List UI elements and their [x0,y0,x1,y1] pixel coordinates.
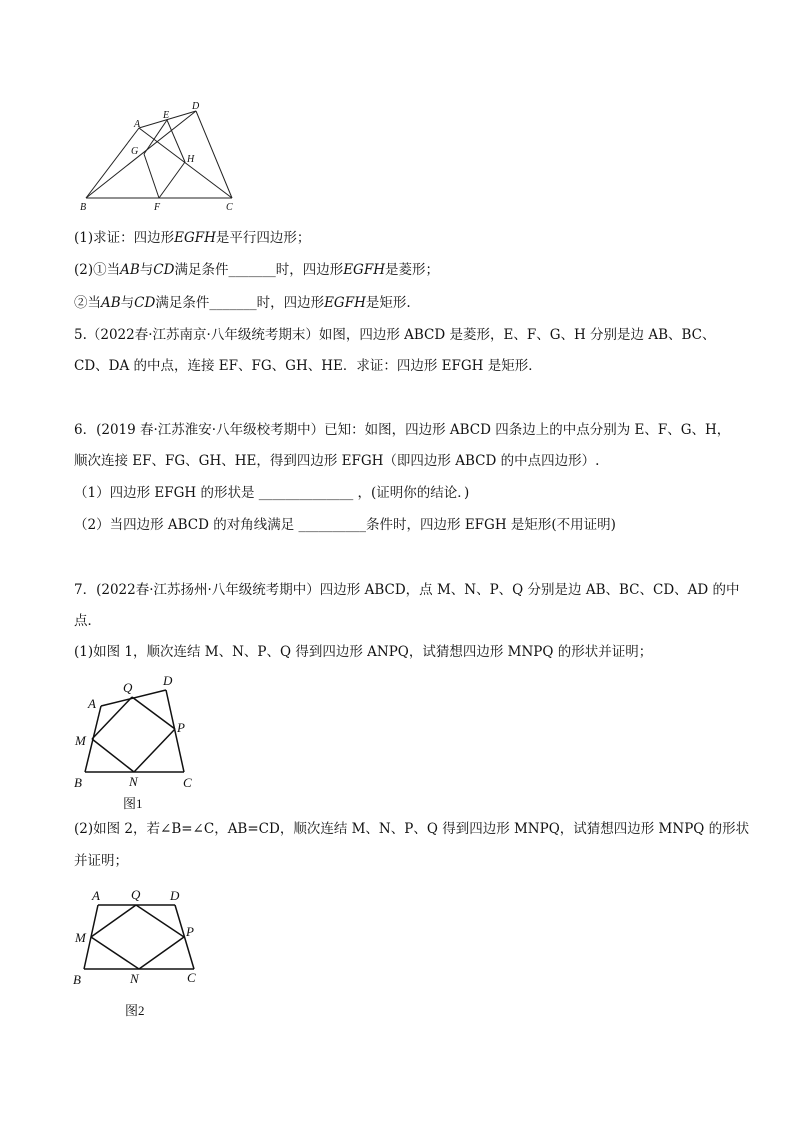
q7-line2: 点． [74,613,101,629]
fig2-label-c: C [187,970,196,985]
fig1-label-c: C [183,775,192,790]
figure-2-caption: 图2 [125,1003,145,1018]
figure-2 [70,882,210,992]
fig2-label-q: Q [131,887,141,902]
figure-1 [70,668,210,790]
fig2-label-d: D [170,888,180,903]
figure-top-svg [70,98,250,216]
q4-part2b: ②当𝐴𝐵与𝐶𝐷满足条件_______时，四边形𝐸𝐺𝐹𝐻是矩形. [74,295,411,311]
fig1-label-b: B [74,775,82,790]
figure-1-svg [70,668,210,790]
q5-line2: CD、DA 的中点，连接 EF、FG、GH、HE．求证：四边形 EFGH 是矩形． [74,358,542,374]
q4-part2a: (2)①当𝐴𝐵与𝐶𝐷满足条件_______时，四边形𝐸𝐺𝐹𝐻是菱形； [74,262,439,278]
fig2-label-n: N [130,971,139,986]
q6-part2: （2）当四边形 ABCD 的对角线满足 __________条件时，四边形 EFGH 是矩形(不用证明) [74,517,616,533]
q6-part1: （1）四边形 EFGH 的形状是 ______________ ，(证明你的结论．) [74,485,470,501]
figure-2-svg [70,882,210,992]
fig2-label-b: B [73,972,81,987]
label-h: H [187,154,195,165]
label-f: F [154,202,161,213]
label-a: A [134,119,141,130]
fig1-label-m: M [75,733,86,748]
figure-1-caption: 图1 [123,796,143,811]
fig1-label-p: P [177,720,185,735]
q6-line1: 6．(2019 春·江苏淮安·八年级校考期中）已知：如图，四边形 ABCD 四条边上的中点分别为 E、F、G、H， [74,422,731,438]
q7-part2a: (2)如图 2，若∠B=∠C，AB=CD，顺次连结 M、N、P、Q 得到四边形 MNPQ，试猜想四边形 MNPQ 的形状 [74,821,750,837]
fig1-label-q: Q [123,680,133,695]
q7-part1: (1)如图 1，顺次连结 M、N、P、Q 得到四边形 ANPQ，试猜想四边形 MNPQ 的形状并证明； [74,644,653,660]
label-e: E [163,110,170,121]
q4-part1: (1)求证：四边形𝐸𝐺𝐹𝐻是平行四边形； [74,230,311,246]
q7-part2b: 并证明； [74,853,128,869]
q7-line1: 7．(2022春·江苏扬州·八年级统考期中）四边形 ABCD，点 M、N、P、Q 分别是边 AB、BC、CD、AD 的中 [74,582,740,598]
fig2-label-a: A [92,888,100,903]
label-g: G [131,146,139,157]
label-d: D [192,101,200,112]
label-b: B [80,202,87,213]
q6-line2: 顺次连接 EF、FG、GH、HE，得到四边形 EFGH（即四边形 ABCD 的中点四边形）. [74,453,600,469]
fig1-label-a: A [88,696,96,711]
figure-quadrilateral-egfh [70,98,250,216]
fig2-label-p: P [186,924,194,939]
label-c: C [226,202,233,213]
fig1-label-n: N [129,774,138,789]
fig1-label-d: D [163,673,173,688]
fig2-label-m: M [75,930,86,945]
q5-line1: 5.（2022春·江苏南京·八年级统考期末）如图，四边形 ABCD 是菱形，E、F、G、H 分别是边 AB、BC、 [74,327,716,343]
